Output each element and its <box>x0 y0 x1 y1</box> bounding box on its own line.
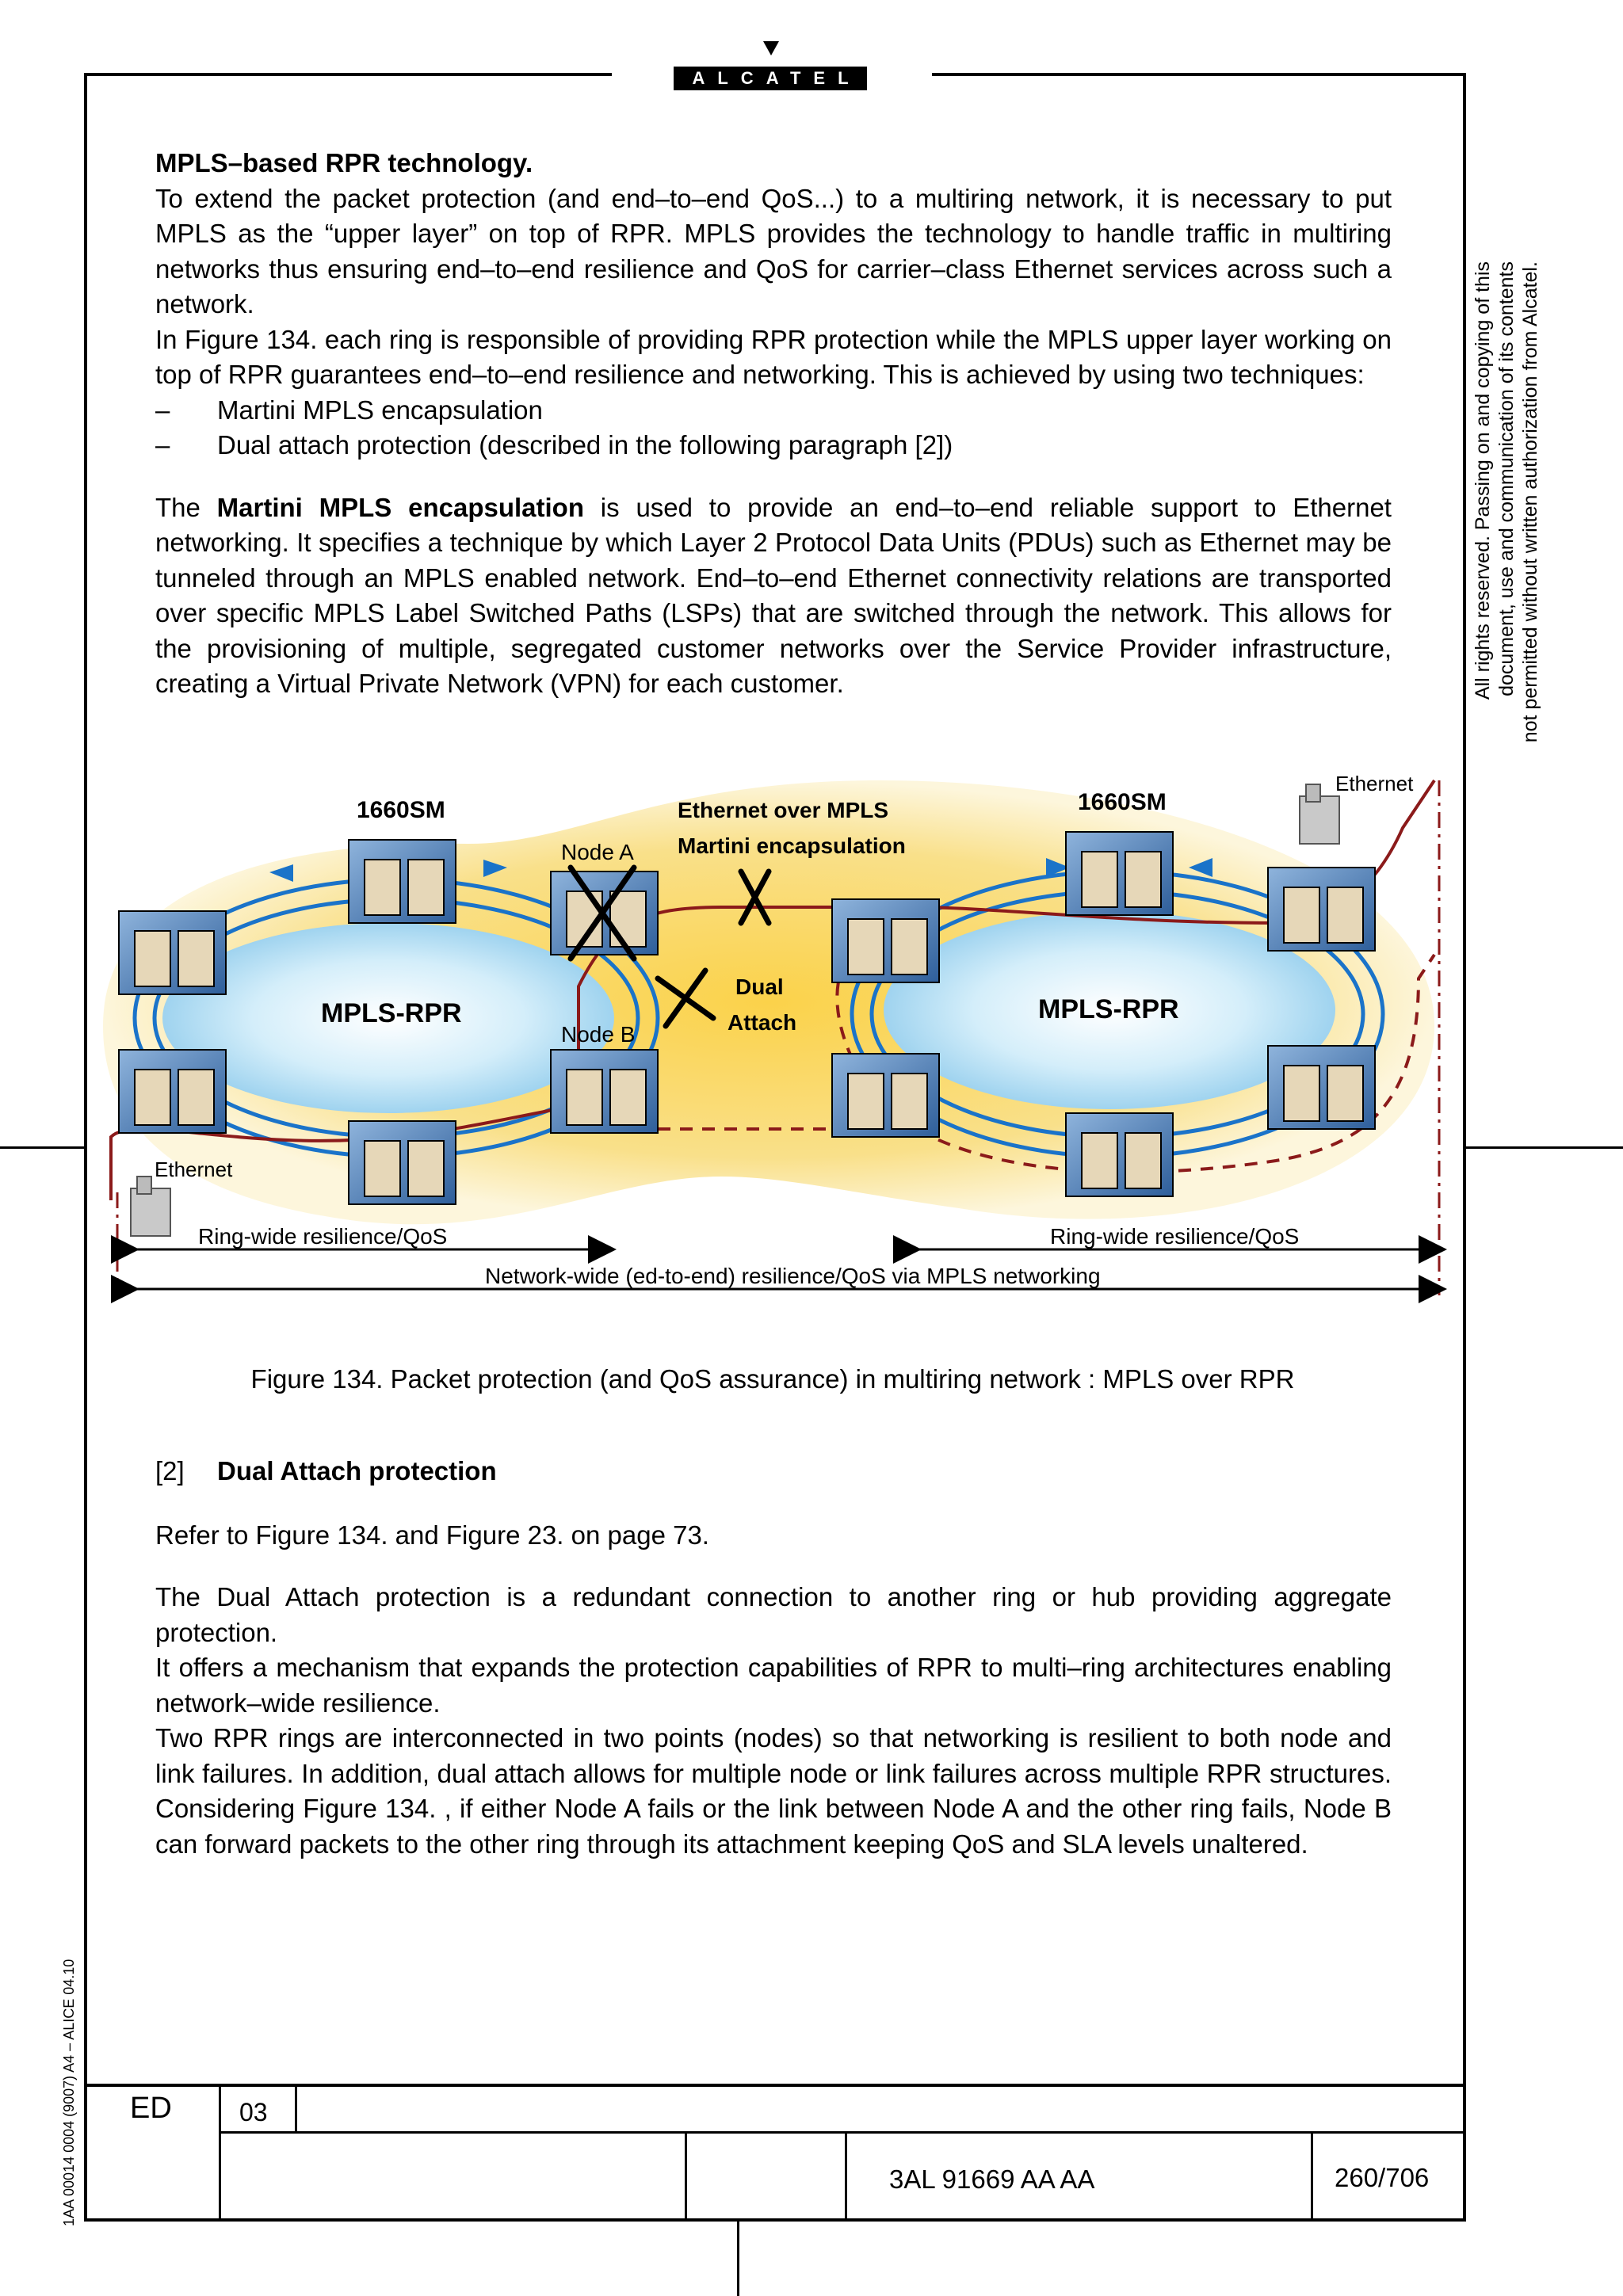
label-node-b: Node B <box>561 1022 636 1047</box>
footer-page-number: 260/706 <box>1335 2163 1430 2192</box>
footer-ed-label: ED <box>130 2092 172 2125</box>
label-ring-wide-right: Ring-wide resilience/QoS <box>1050 1224 1300 1249</box>
bullet-dash: – <box>155 430 170 460</box>
section-mpls-rpr <box>155 146 1392 702</box>
node-bottom-left <box>349 1121 456 1204</box>
label-eth-over-mpls: Ethernet over MPLS <box>678 798 889 822</box>
label-network-wide: Network-wide (ed-to-end) resilience/QoS via MPLS networking <box>485 1264 1101 1288</box>
footer-doc-code: 3AL 91669 AA AA <box>889 2164 1095 2194</box>
footer-col-a <box>685 2131 687 2222</box>
footer-col-c <box>1311 2131 1313 2222</box>
figure-caption: Figure 134. Packet protection (and QoS assurance) in multiring network : MPLS over RPR <box>250 1364 1295 1394</box>
paragraph-dual-2: It offers a mechanism that expands the protection capabilities of RPR to multi–ring architectures enabling network–wide resilience. <box>155 1653 1392 1718</box>
martini-pre: The <box>155 492 217 522</box>
logo-text: ALCATEL <box>674 67 867 90</box>
frame-bottom <box>84 2218 1466 2222</box>
copyright-line: All rights reserved. Passing on and copying of this <box>1472 261 1494 700</box>
footer-col-b <box>845 2131 847 2222</box>
margin-mark-right <box>1466 1146 1623 1149</box>
frame-top-right <box>932 73 1466 76</box>
copyright-line: not permitted without written authorization from Alcatel. <box>1519 261 1541 743</box>
section2-title: Dual Attach protection <box>217 1456 497 1486</box>
margin-mark-bottom <box>737 2222 739 2296</box>
paragraph-figure-ref: In Figure 134. each ring is responsible of providing RPR protection while the MPLS upper layer working on top of RPR guarantees end–to–end resilience and networking. This is achieved by using two techniques: <box>155 324 1392 389</box>
footer-col-ed <box>219 2084 221 2222</box>
paragraph-refer: Refer to Figure 134. and Figure 23. on page 73. <box>155 1520 709 1550</box>
node-right-attach-top <box>832 899 939 982</box>
bullet-text: Dual attach protection (described in the following paragraph [2]) <box>217 430 953 460</box>
node-b <box>551 1050 658 1133</box>
label-1660sm-right: 1660SM <box>1078 789 1167 815</box>
node-1660sm-top-right <box>1066 832 1173 915</box>
node-right-top <box>1268 868 1375 951</box>
node-1660sm-top-left <box>349 840 456 923</box>
bullet-dash: – <box>155 395 170 425</box>
bullet-item <box>155 428 1392 463</box>
ethernet-host-bottom-icon <box>131 1177 170 1236</box>
bullet-text: Martini MPLS encapsulation <box>217 395 543 425</box>
paragraph-dual-3: Two RPR rings are interconnected in two points (nodes) so that networking is resilient to both node and link failures. In addition, dual attach allows for multiple node or link failures across multiple RPR structures. Considering Figure 134. , if either Node A fails or the link between Node A and the other ring fails, Node B can forward packets to the other ring through its attachment keeping QoS and SLA levels unaltered. <box>155 1723 1392 1859</box>
label-mpls-rpr-left: MPLS-RPR <box>321 998 462 1028</box>
node-right-attach-bottom <box>832 1054 939 1137</box>
ethernet-host-top-icon <box>1300 784 1339 844</box>
footer-ed-value: 03 <box>239 2098 268 2126</box>
bullet-item <box>155 393 1392 429</box>
form-code: 1AA 00014 0004 (9007) A4 – ALICE 04.10 <box>61 1958 77 2226</box>
footer-col-03 <box>295 2084 297 2131</box>
paragraph-dual-1: The Dual Attach protection is a redundant connection to another ring or hub providing aggregate protection. <box>155 1582 1392 1647</box>
paragraph-martini <box>155 490 1392 702</box>
logo-triangle-icon <box>763 41 779 55</box>
copyright-side-note <box>1471 261 1542 800</box>
section2-number: [2] <box>155 1456 185 1486</box>
label-ethernet-bottom: Ethernet <box>155 1158 233 1181</box>
node-bottom-right <box>1066 1113 1173 1196</box>
label-attach: Attach <box>727 1010 797 1035</box>
frame-top-left <box>84 73 612 76</box>
node-left-bottom <box>119 1050 226 1133</box>
martini-post: is used to provide an end–to–end reliable support to Ethernet networking. It specifies a technique by which Layer 2 Protocol Data Units (PDUs) such as Ethernet may be tunneled through an MPLS enabled network. End–to–end Ethernet connectivity relations are transported over specific MPLS Label Switched Paths (LSPs) that are switched through the network. This allows for the provisioning of multiple, segregated customer networks over the Service Provider infrastructure, creating a Virtual Private Network (VPN) for each customer. <box>155 492 1392 698</box>
paragraph-intro: To extend the packet protection (and end–to–end QoS...) to a multiring network, it is necessary to put MPLS as the “upper layer” on top of RPR. MPLS provides the technology to handle traffic in multiring networks thus ensuring end–to–end resilience and QoS for carrier–class Ethernet services across such a network. <box>155 183 1392 318</box>
label-node-a: Node A <box>561 840 634 864</box>
margin-mark-left <box>0 1146 84 1149</box>
node-left-top <box>119 911 226 994</box>
footer-mid-line <box>220 2131 1466 2134</box>
label-martini: Martini encapsulation <box>678 833 906 858</box>
node-right-bottom <box>1268 1046 1375 1129</box>
section-dual-attach <box>155 1454 1392 1862</box>
alcatel-logo <box>672 32 870 95</box>
footer-top-line <box>84 2084 1466 2087</box>
label-ring-wide-left: Ring-wide resilience/QoS <box>198 1224 448 1249</box>
label-ethernet-top: Ethernet <box>1335 772 1414 795</box>
multiring-figure <box>87 765 1450 1311</box>
label-1660sm-left: 1660SM <box>357 797 445 823</box>
label-dual: Dual <box>735 974 784 999</box>
section2-title-row <box>155 1454 1392 1489</box>
copyright-line: document, use and communication of its contents <box>1495 261 1518 696</box>
section-heading: MPLS–based RPR technology. <box>155 148 533 177</box>
label-mpls-rpr-right: MPLS-RPR <box>1038 994 1179 1024</box>
martini-bold: Martini MPLS encapsulation <box>216 492 584 522</box>
